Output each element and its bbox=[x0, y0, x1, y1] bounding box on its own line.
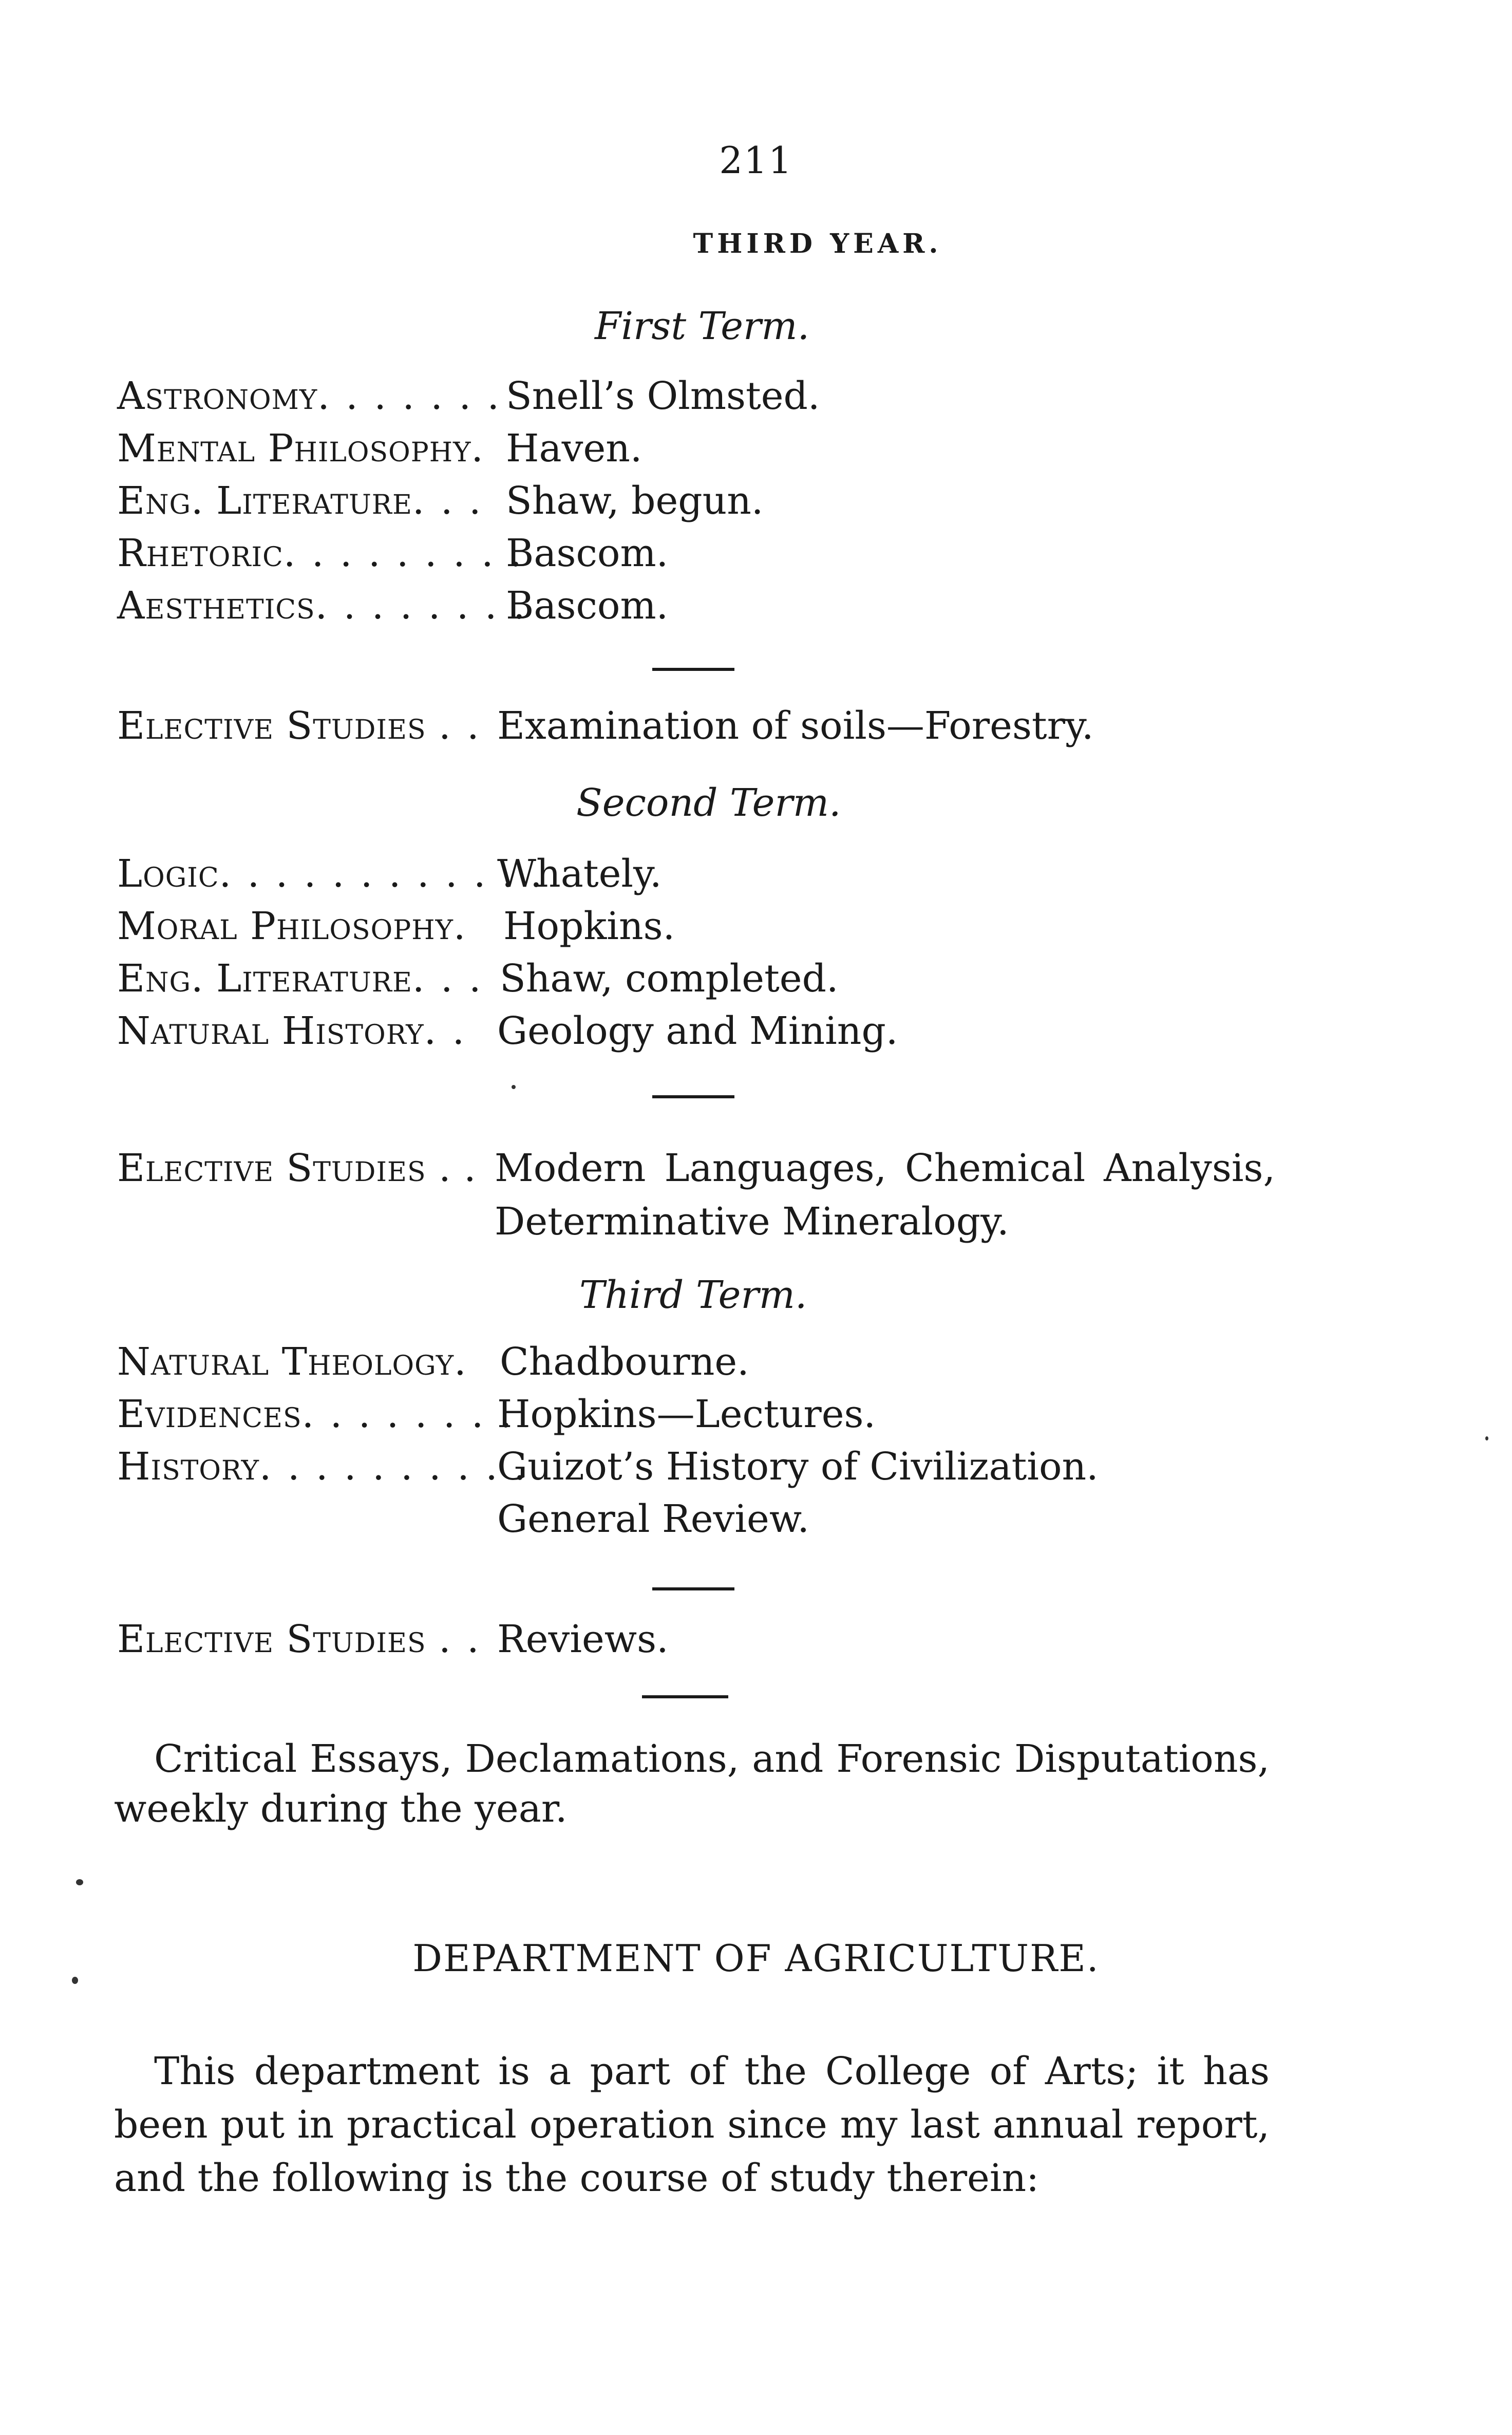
course-subject: Eng. Literature. . . bbox=[117, 957, 483, 1001]
course-subject: Natural History. . bbox=[117, 1009, 467, 1053]
course-textbook: Bascom. bbox=[506, 531, 669, 575]
course-textbook: Hopkins. bbox=[503, 904, 675, 948]
ink-speck bbox=[72, 1977, 78, 1984]
course-row bbox=[117, 1009, 1298, 1060]
course-subject: Rhetoric. . . . . . . . . bbox=[117, 531, 524, 575]
course-subject: Logic. . . . . . . . . . . . bbox=[117, 852, 544, 896]
course-subject: Evidences. . . . . . . . bbox=[117, 1392, 514, 1436]
section-rule bbox=[642, 1695, 728, 1698]
year-heading: THIRD YEAR. bbox=[693, 228, 942, 259]
weekly-exercises-note: Critical Essays, Declamations, and Forensic Disputations, weekly during the year. bbox=[114, 1737, 1270, 1831]
course-textbook: Shaw, completed. bbox=[500, 957, 839, 1001]
course-row bbox=[117, 1445, 1298, 1496]
ink-speck bbox=[512, 1085, 516, 1089]
course-row bbox=[117, 904, 1298, 956]
first-term-heading: First Term. bbox=[595, 304, 810, 348]
elective-text: Examination of soils—Forestry. bbox=[497, 704, 1094, 748]
course-textbook: General Review. bbox=[497, 1497, 809, 1541]
course-subject: Mental Philosophy. bbox=[117, 426, 484, 471]
section-rule bbox=[652, 1587, 734, 1590]
page-number: 211 bbox=[719, 139, 793, 182]
ink-speck bbox=[1485, 1436, 1488, 1440]
course-row bbox=[117, 1497, 1298, 1548]
second-term-heading: Second Term. bbox=[576, 781, 841, 825]
course-subject: Astronomy. . . . . . . bbox=[117, 374, 502, 418]
course-row bbox=[117, 957, 1298, 1008]
course-textbook: Haven. bbox=[506, 426, 642, 471]
course-row bbox=[117, 584, 1298, 635]
course-textbook: Guizot’s History of Civilization. bbox=[497, 1445, 1099, 1489]
course-row bbox=[117, 479, 1298, 530]
third-term-heading: Third Term. bbox=[579, 1273, 807, 1317]
course-textbook: Hopkins—Lectures. bbox=[497, 1392, 876, 1436]
elective-row bbox=[117, 1617, 1298, 1669]
course-textbook: Bascom. bbox=[506, 584, 669, 628]
section-rule bbox=[652, 1095, 734, 1098]
ink-speck bbox=[76, 1879, 83, 1885]
course-subject: Eng. Literature. . . bbox=[117, 479, 483, 523]
course-textbook: Snell’s Olmsted. bbox=[506, 374, 820, 418]
course-row bbox=[117, 374, 1298, 425]
course-row bbox=[117, 426, 1298, 478]
elective-text: Reviews. bbox=[497, 1617, 669, 1661]
course-textbook: Shaw, begun. bbox=[506, 479, 764, 523]
course-subject: Aesthetics. . . . . . . . bbox=[117, 584, 527, 628]
course-textbook: Geology and Mining. bbox=[497, 1009, 898, 1053]
department-paragraph: This department is a part of the College of Arts; it has been put in practical operation since my last annual report, and the following is the course of study therein: bbox=[114, 2049, 1270, 2200]
elective-row bbox=[117, 704, 1298, 755]
section-rule bbox=[652, 668, 734, 671]
course-textbook: Chadbourne. bbox=[500, 1340, 749, 1384]
course-subject: History. . . . . . . . . . bbox=[117, 1445, 528, 1489]
elective-subject: Elective Studies . . bbox=[117, 1146, 477, 1190]
course-textbook: Whately. bbox=[497, 852, 662, 896]
course-subject: Natural Theology. bbox=[117, 1340, 467, 1384]
course-row bbox=[117, 531, 1298, 583]
course-row bbox=[117, 1340, 1298, 1391]
elective-text: Modern Languages, Chemical Analysis, Determinative Mineralogy. bbox=[495, 1146, 1275, 1244]
elective-subject: Elective Studies . . bbox=[117, 704, 481, 748]
course-row bbox=[117, 1392, 1298, 1444]
department-heading: DEPARTMENT OF AGRICULTURE. bbox=[412, 1937, 1100, 1980]
course-subject: Moral Philosophy. bbox=[117, 904, 466, 948]
course-row bbox=[117, 852, 1298, 903]
elective-row bbox=[117, 1141, 1278, 1248]
elective-subject: Elective Studies . . bbox=[117, 1617, 481, 1661]
